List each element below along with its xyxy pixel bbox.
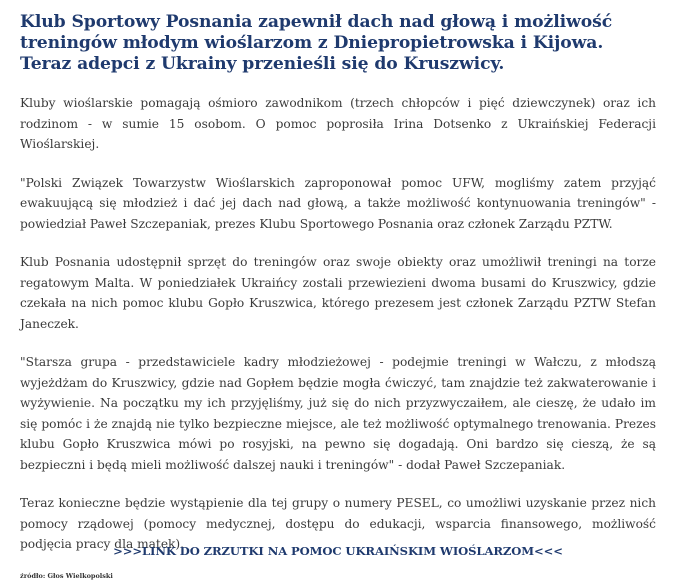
article-source: źródło: Głos Wielkopolski [20, 571, 113, 580]
article-paragraph-2: "Polski Związek Towarzystw Wioślarskich zaproponował pomoc UFW, mogliśmy zatem przyjąć ewakuującą się młodzież i dać jej dach nad głową, a także możliwość kontynuowania treningów" - powiedział Paweł Szczepaniak, prezes Klubu Sportowego Posnania oraz członek Zarządu PZTW. [20, 175, 656, 231]
article-paragraph-5: Teraz konieczne będzie wystąpienie dla tej grupy o numery PESEL, co umożliwi uzyskanie przez nich pomocy rządowej (pomocy medycznej, dostępu do edukacji, wsparcia finansowego, możliwość podjęcia pracy dla matek). [20, 496, 656, 551]
article-paragraph-4: "Starsza grupa - przedstawiciele kadry młodzieżowej - podejmie treningi w Wałczu, z młodszą wyjeżdżam do Kruszwicy, gdzie nad Gopłem będzie mogła ćwiczyć, tam znajdzie też zakwaterowanie i wyżywienie. Na początku my ich przyjęliśmy, już się do nich przyzwyczaiłem, ale cieszę, że udało im się pomóc i że znajdą nie tylko bezpieczne miejsce, ale też możliwość optymalnego trenowania. Prezes klubu Gopło Kruszwica mówi po rosyjski, na pewno się dogadają. Oni bardzo się cieszą, że są bezpieczni i będą mieli możliwość dalszej nauki i treningów" - dodał Paweł Szczepaniak. [20, 355, 656, 472]
fundraiser-link[interactable]: >>>LINK DO ZRZUTKI NA POMOC UKRAIŃSKIM WIOŚLARZOM<<< [113, 544, 563, 558]
article-paragraph-1: Kluby wioślarskie pomagają ośmioro zawodnikom (trzech chłopców i pięć dziewczynek) oraz ich rodzinom - w sumie 15 osobom. O pomoc poprosiła Irina Dotsenko z Ukraińskiej Federacji Wioślarskiej. [20, 96, 656, 151]
article-paragraph-3: Klub Posnania udostępnił sprzęt do treningów oraz swoje obiekty oraz umożliwił treningi na torze regatowym Malta. W poniedziałek Ukraińcy zostali przewiezieni dwoma busami do Kruszwicy, gdzie czekała na nich pomoc klubu Gopło Kruszwica, którego prezesem jest członek Zarządu PZTW Stefan Janeczek. [20, 255, 656, 331]
article-headline: Klub Sportowy Posnania zapewnił dach nad głową i możliwość treningów młodym wioślarzom z Dniepropietrowska i Kijowa. Teraz adepci z Ukrainy przenieśli się do Kruszwicy. [20, 12, 613, 74]
article [20, 12, 656, 581]
